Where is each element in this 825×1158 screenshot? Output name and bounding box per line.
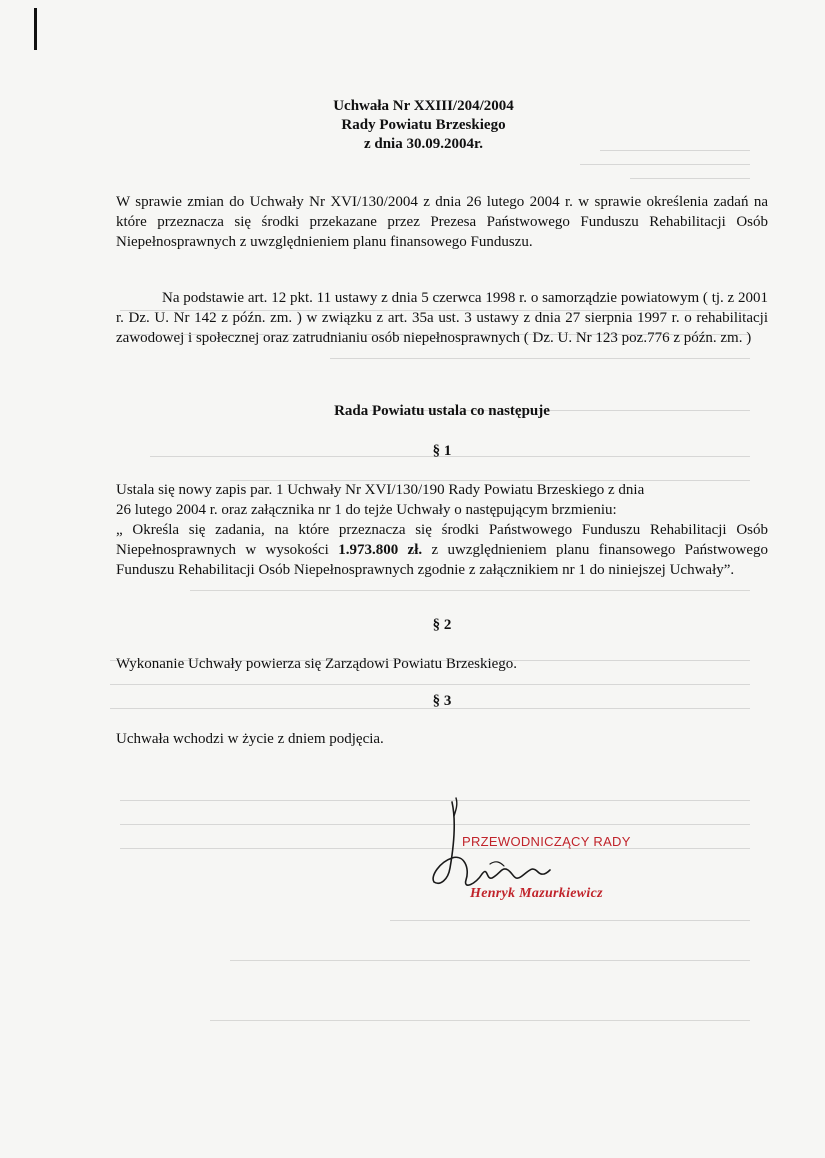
section-3-heading: § 3 <box>432 693 452 709</box>
section-2-text: Wykonanie Uchwały powierza się Zarządowi Powiatu Brzeskiego. <box>116 656 518 672</box>
legal-basis-paragraph: Na podstawie art. 12 pkt. 11 ustawy z dnia 5 czerwca 1998 r. o samorządzie powiatowym ( tj. z 2001 r. Dz. U. Nr 142 z późn. zm. ) w związku z art. 35a ust. 3 ustawy z dnia 27 sierpnia 1997 r. o rehabilitacji zawodowej i społecznej oraz zatrudnianiu osób niepełnosprawnych ( Dz. U. Nr 123 poz.776 z późn. zm. ) <box>116 290 768 346</box>
section-1-quote-end: z uwzględnieniem planu finansowego Państwowego Funduszu Rehabilitacji Osób Niepełnosprawnych zgodnie z załącznikiem nr 1 do niniejszej Uchwały”. <box>116 542 769 578</box>
section-1-line-2: 26 lutego 2004 r. oraz załącznika nr 1 do tejże Uchwały o następującym brzmieniu: <box>116 502 617 518</box>
resolution-title: Uchwała Nr XXIII/204/2004 <box>333 98 514 114</box>
resolution-heading <box>0 97 825 154</box>
subject-paragraph: W sprawie zmian do Uchwały Nr XVI/130/2004 z dnia 26 lutego 2004 r. w sprawie określenia zadań na które przeznacza się środki przekazane przez Prezesa Państwowego Funduszu Rehabilitacji Osób Niepełnosprawnych z uwzględnieniem planu finansowego Funduszu. <box>116 194 768 250</box>
section-1-line-1: Ustala się nowy zapis par. 1 Uchwały Nr XVI/130/190 Rady Powiatu Brzeskiego z dnia <box>116 482 645 498</box>
section-2-heading: § 2 <box>432 617 452 633</box>
funding-amount: 1.973.800 zł. <box>338 542 423 558</box>
section-1-heading: § 1 <box>432 443 452 459</box>
stamp-name: Henryk Mazurkiewicz <box>470 886 603 901</box>
resolution-body: Rady Powiatu Brzeskiego <box>341 117 506 133</box>
chairman-stamp <box>430 790 670 910</box>
scan-edge-mark <box>34 8 37 50</box>
council-resolves-heading: Rada Powiatu ustala co następuje <box>334 403 550 419</box>
stamp-title: PRZEWODNICZĄCY RADY <box>462 834 631 849</box>
section-3-text: Uchwała wchodzi w życie z dniem podjęcia. <box>116 731 384 747</box>
section-1-quote-start: „ Określa się zadania, na które przeznacza się środki Państwowego Funduszu Rehabilitacji Osób Niepełnosprawnych w wysokości <box>116 522 768 558</box>
resolution-date: z dnia 30.09.2004r. <box>363 136 484 152</box>
bleed-through-shadow <box>90 120 750 1080</box>
section-1-text <box>116 480 768 580</box>
